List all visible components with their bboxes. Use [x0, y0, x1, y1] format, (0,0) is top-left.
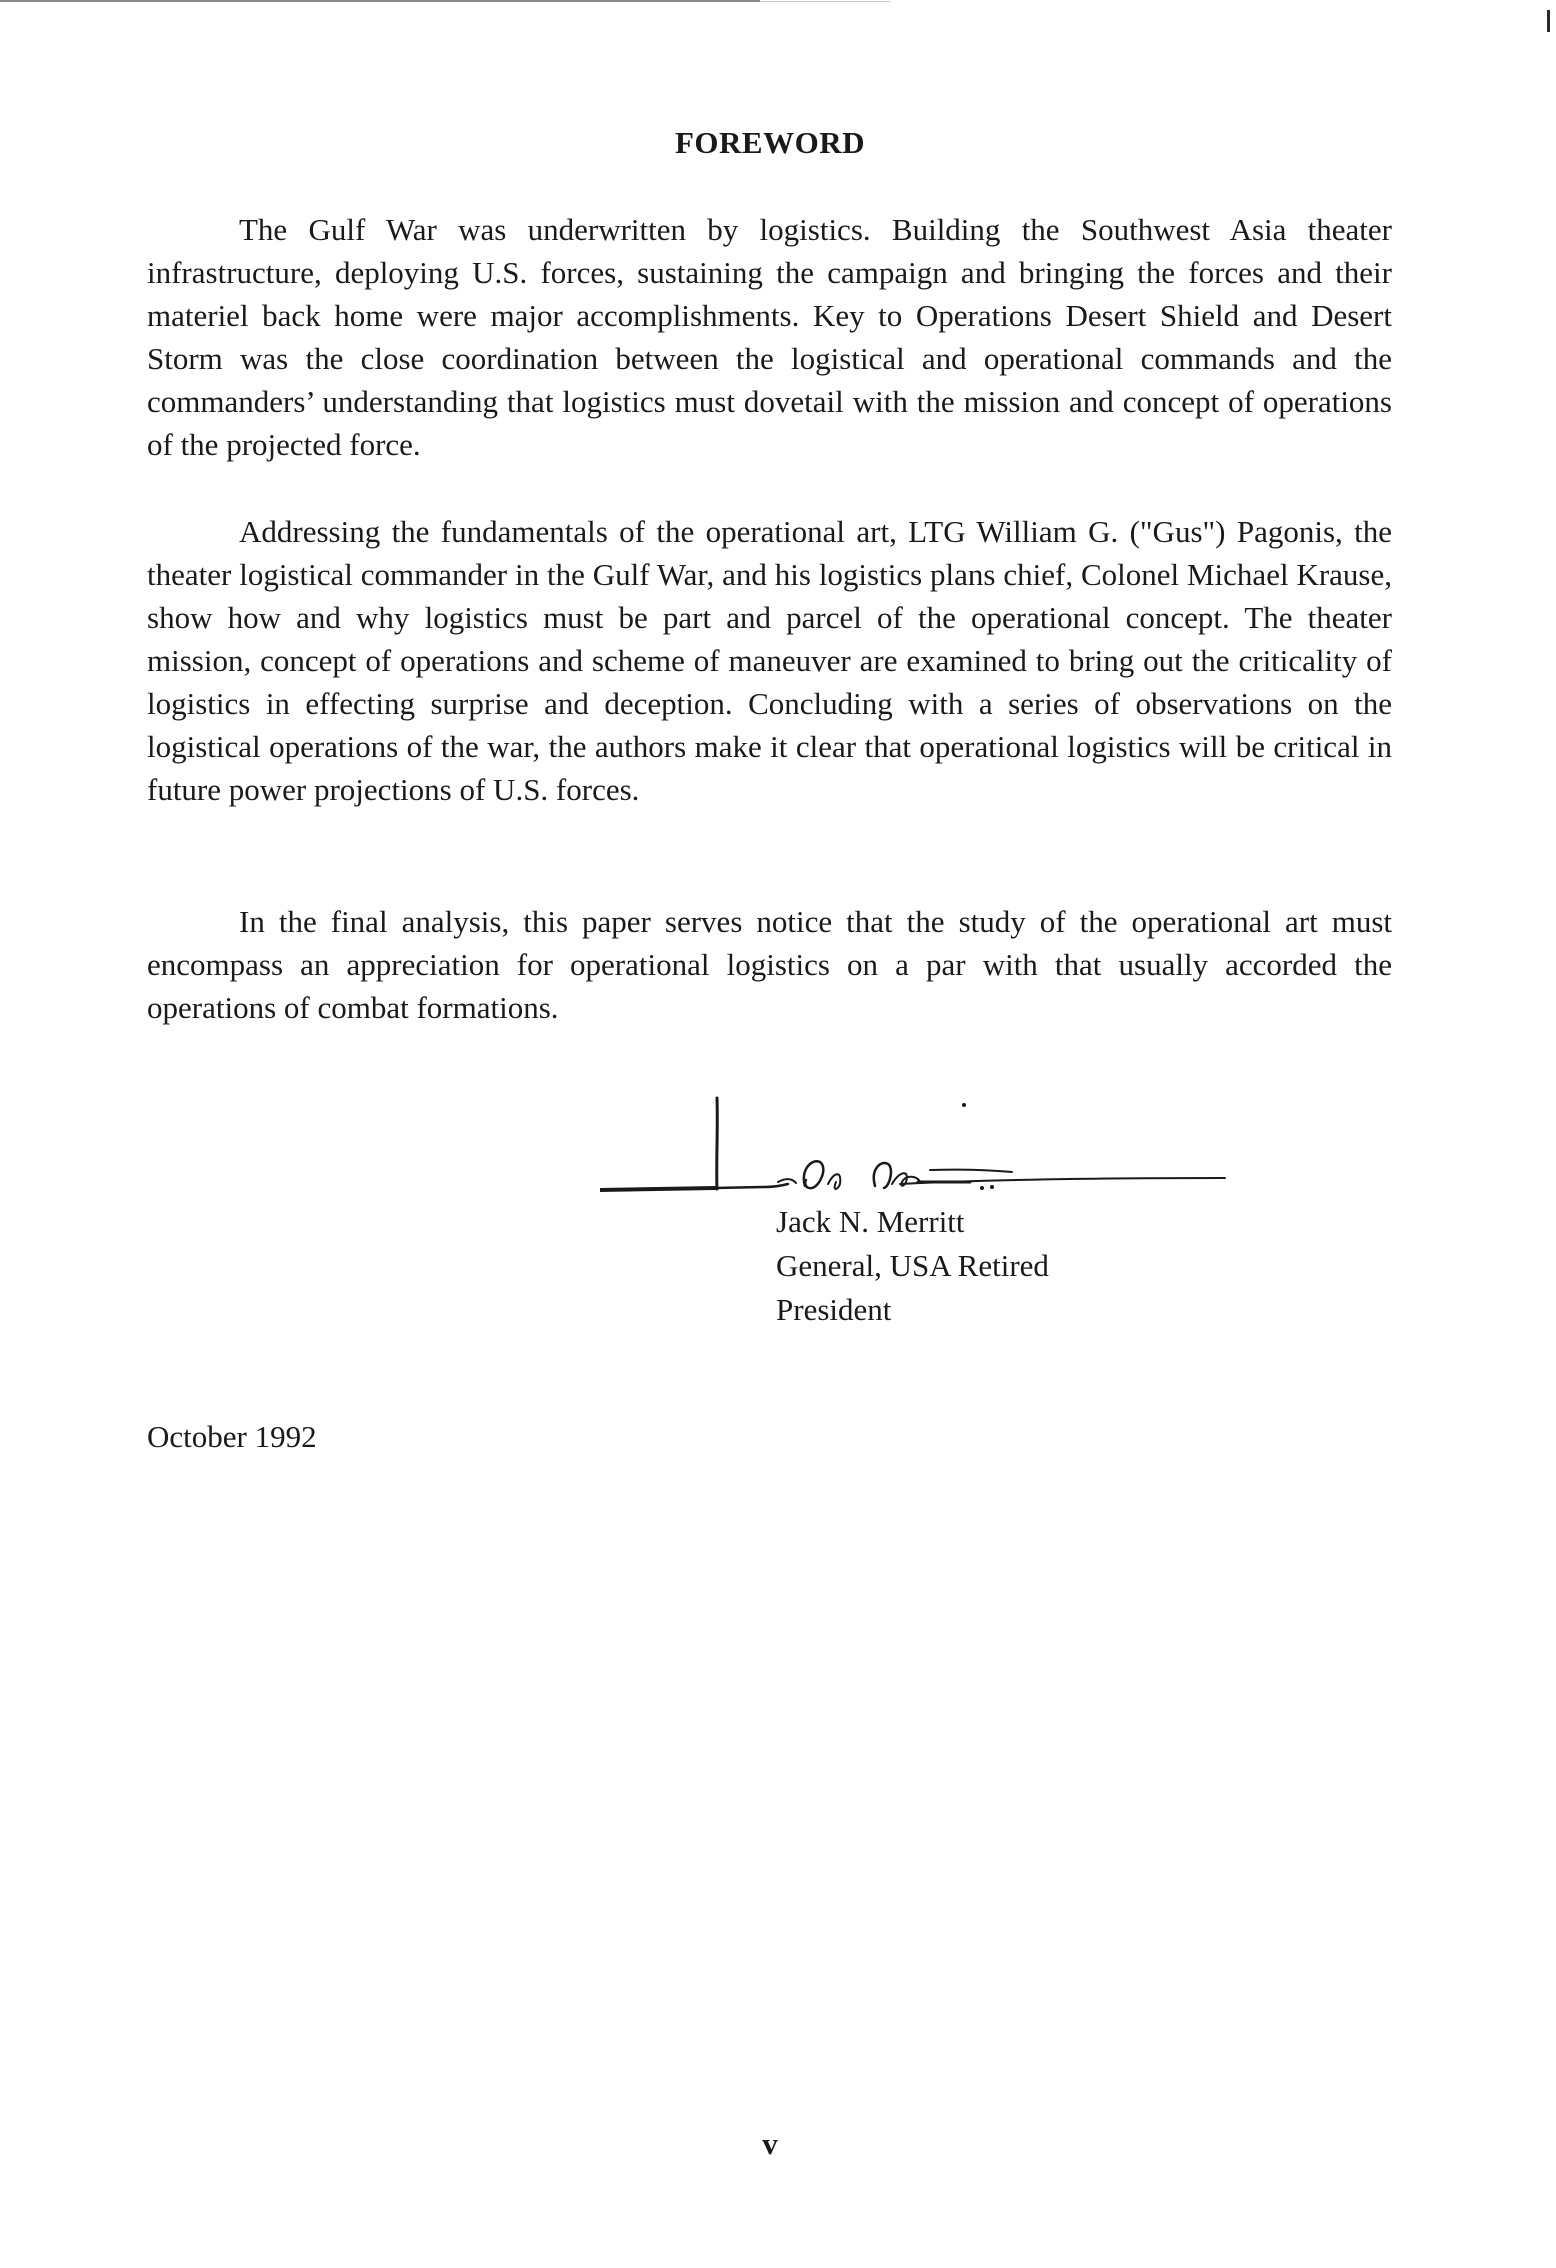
handwritten-signature: [600, 1090, 1240, 1210]
scan-edge-line: [0, 0, 760, 2]
signer-role: President: [776, 1292, 892, 1327]
document-date: October 1992: [147, 1419, 317, 1454]
page-title: FOREWORD: [675, 125, 865, 160]
signer-name: Jack N. Merritt: [776, 1204, 965, 1239]
scan-edge-mark: [1547, 10, 1550, 32]
paragraph-2: [147, 510, 1392, 811]
paragraph-3: [147, 900, 1392, 1029]
signature-block: [776, 1200, 1049, 1332]
scan-edge-line: [760, 1, 890, 2]
paragraph-text: The Gulf War was underwritten by logistics. Building the Southwest Asia theater infrastructure, deploying U.S. forces, sustaining the campaign and bringing the forces and their materiel back home were major accomplishments. Key to Operations Desert Shield and Desert Storm was the close coordination between the logistical and operational commands and the commanders’ understanding that logistics must dovetail with the mission and concept of operations of the projected force.: [147, 212, 1392, 462]
paragraph-text: Addressing the fundamentals of the operational art, LTG William G. ("Gus") Pagonis, the theater logistical commander in the Gulf War, and his logistics plans chief, Colonel Michael Krause, show how and why logistics must be part and parcel of the operational concept. The theater mission, concept of operations and scheme of maneuver are examined to bring out the criticality of logistics in effecting surprise and deception. Concluding with a series of observations on the logistical operations of the war, the authors make it clear that operational logistics will be critical in future power projections of U.S. forces.: [147, 514, 1392, 807]
page-number: v: [762, 2126, 778, 2161]
paragraph-text: In the final analysis, this paper serves notice that the study of the operational art must encompass an appreciation for operational logistics on a par with that usually accorded the operations of combat formations.: [147, 904, 1392, 1025]
signer-title: General, USA Retired: [776, 1248, 1049, 1283]
paragraph-1: [147, 208, 1392, 466]
